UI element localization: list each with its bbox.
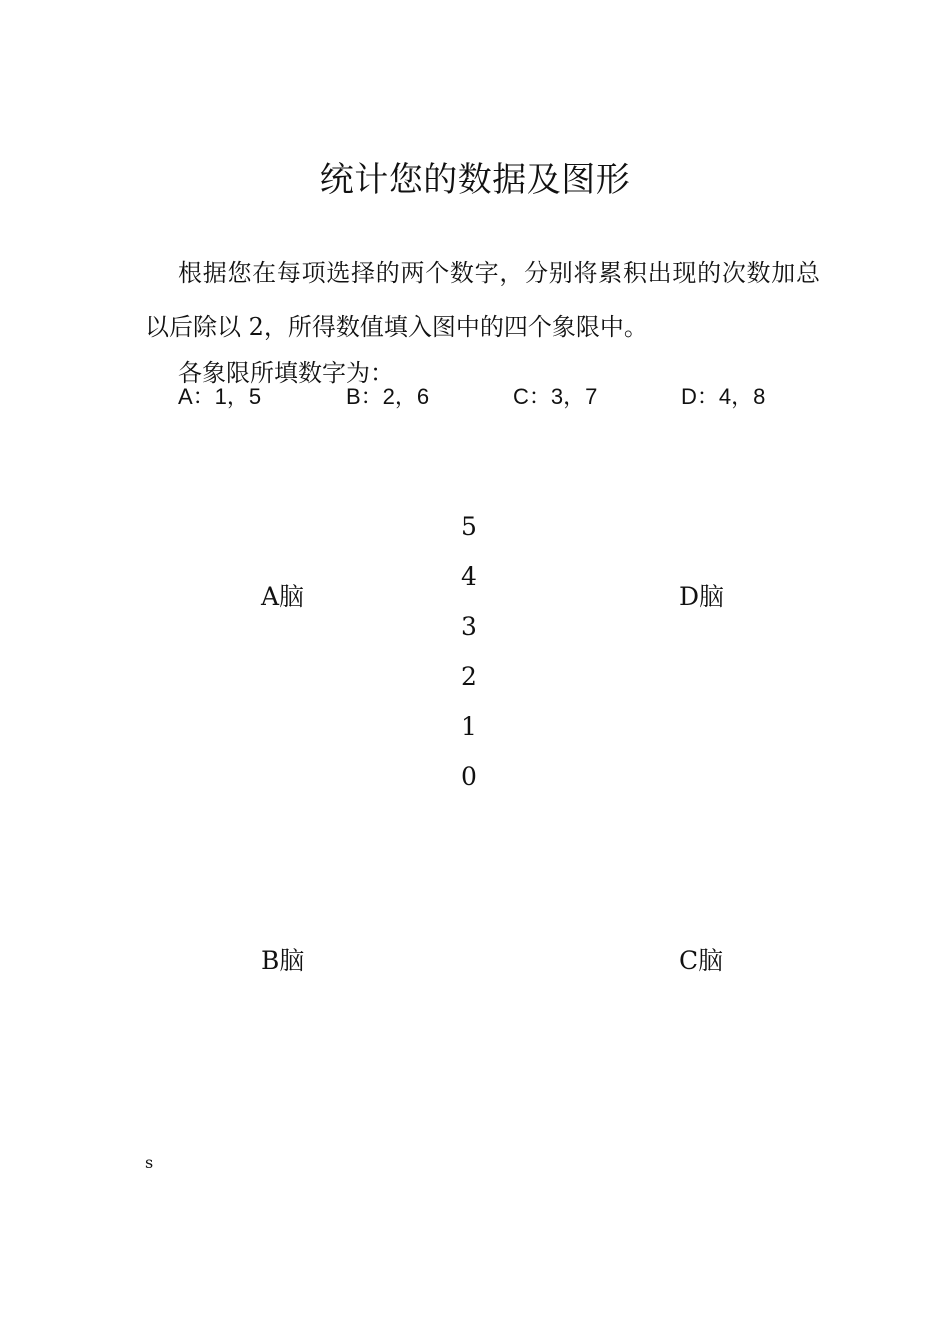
vertical-scale [455,510,483,810]
option-d: D：4，8 [681,384,766,409]
scale-value: 0 [461,762,477,791]
option-a: A：1，5 [178,384,262,409]
quadrant-a-label: A脑 [261,582,305,611]
quadrant-number-list [178,378,818,416]
scale-value: 3 [461,612,477,641]
scale-value: 5 [461,512,477,541]
option-b: B：2，6 [346,384,430,409]
quadrant-c-label: C脑 [679,946,724,975]
quadrant-b-label: B脑 [261,946,305,975]
page-title: 统计您的数据及图形 [319,159,631,200]
footer-mark: s [145,1153,154,1172]
scale-value: 1 [461,712,477,741]
instruction-paragraph: 根据您在每项选择的两个数字，分别将累积出现的次数加总以后除以 2，所得数值填入图中的四个象限中。 [145,259,820,341]
quadrant-fill-label: 各象限所填数字为： [178,359,394,387]
scale-value: 4 [461,562,477,591]
option-c: C：3，7 [513,384,598,409]
quadrant-d-label: D脑 [679,582,725,611]
brain-quadrant-diagram [0,500,950,1000]
scale-value: 2 [461,662,477,691]
